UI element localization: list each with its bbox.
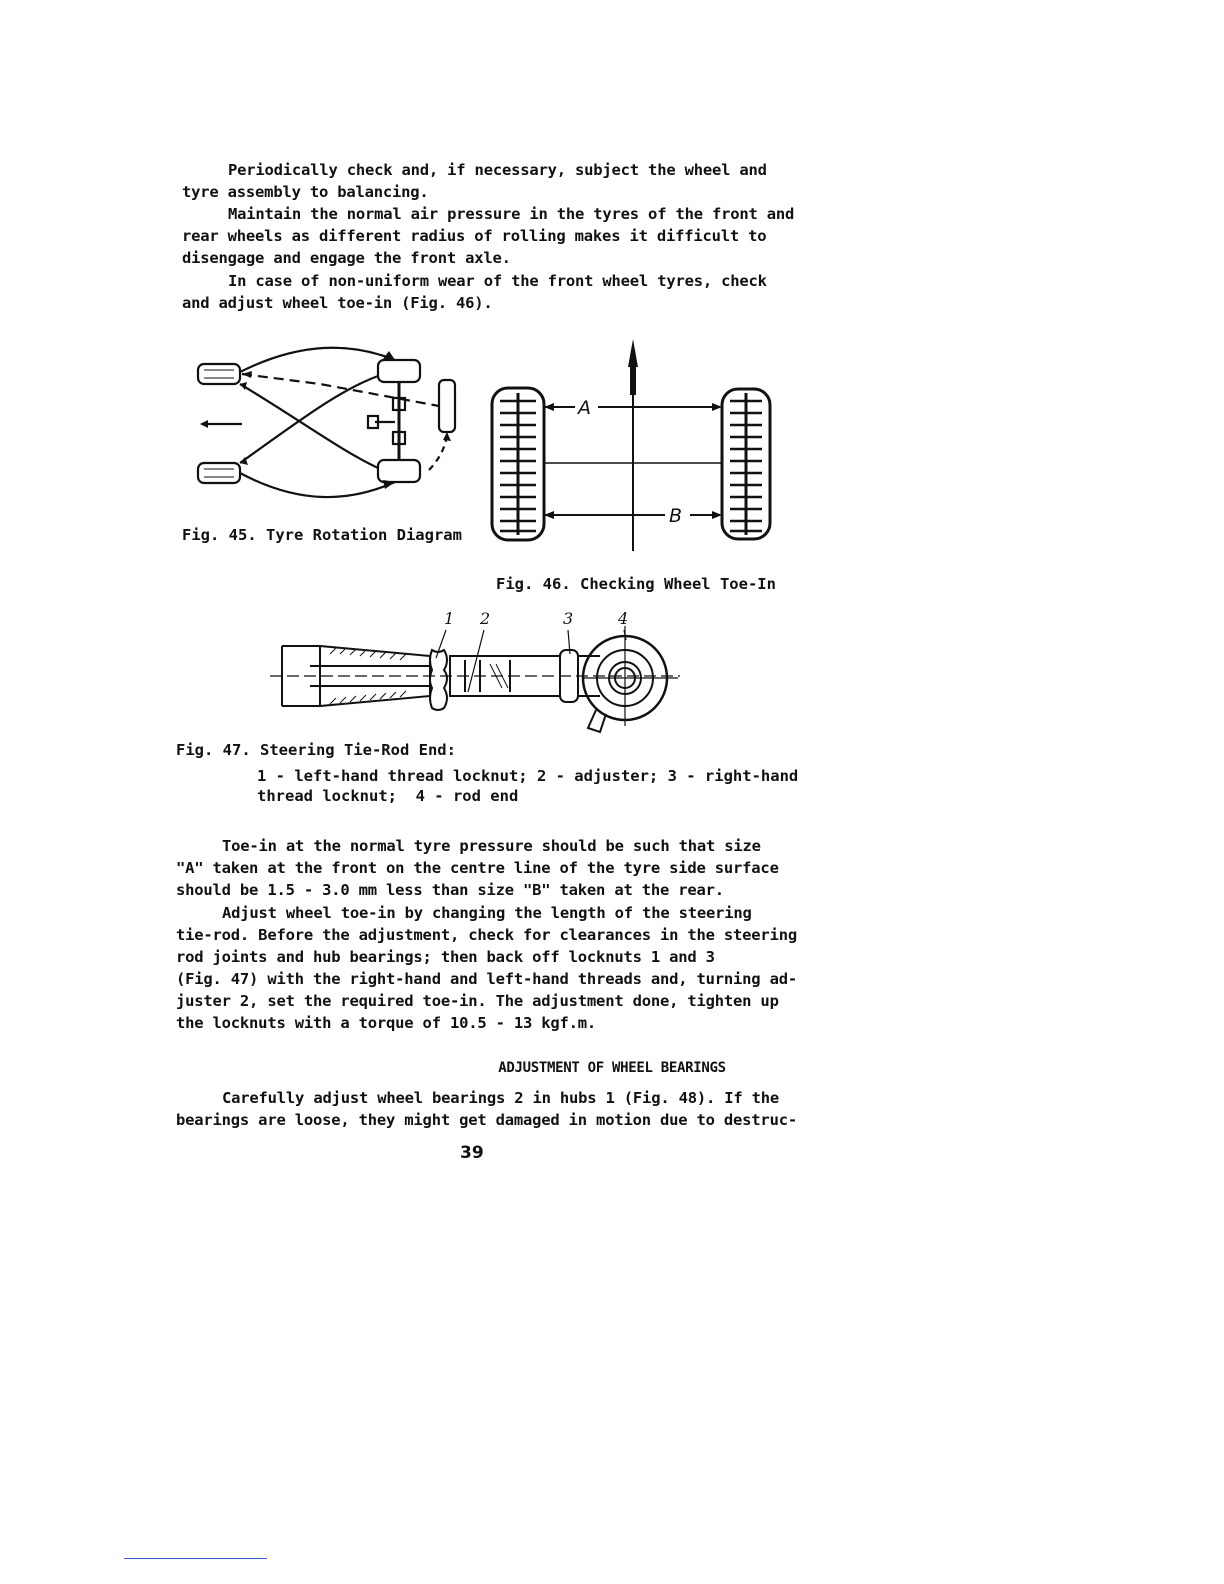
text-line: rear wheels as different radius of rolling makes it difficult to [182, 227, 767, 245]
fig47-caption: Fig. 47. Steering Tie-Rod End: [176, 741, 456, 759]
travel-direction-arrow [628, 339, 638, 367]
dimension-a-label: A [578, 397, 591, 419]
text-line: Maintain the normal air pressure in the tyres of the front and [228, 205, 795, 223]
text-line: Adjust wheel toe-in by changing the length of the steering [222, 904, 752, 922]
section-heading: ADJUSTMENT OF WHEEL BEARINGS [498, 1060, 726, 1076]
text-line: juster 2, set the required toe-in. The adjustment done, tighten up [176, 992, 779, 1010]
fig45-tyre-rotation-diagram [190, 340, 470, 520]
left-hand-locknut [430, 650, 447, 710]
text-line: In case of non-uniform wear of the front wheel tyres, check [228, 272, 767, 290]
front-right-tyre [378, 360, 420, 382]
fig46-caption: Fig. 46. Checking Wheel Toe-In [496, 575, 776, 593]
text-line: bearings are loose, they might get damaged in motion due to destruc- [176, 1111, 797, 1129]
rear-left-tyre [198, 463, 240, 483]
text-line: Carefully adjust wheel bearings 2 in hubs 1 (Fig. 48). If the [222, 1089, 780, 1107]
spare-tyre [439, 380, 455, 432]
dimension-b-label: B [669, 505, 683, 527]
text-line: disengage and engage the front axle. [182, 249, 511, 267]
callout-2: 2 [480, 609, 491, 628]
text-line: the locknuts with a torque of 10.5 - 13 kgf.m. [176, 1014, 597, 1032]
text-line: rod joints and hub bearings; then back off locknuts 1 and 3 [176, 948, 715, 966]
fig46-toe-in-diagram [480, 335, 780, 557]
text-line: Toe-in at the normal tyre pressure should be such that size [222, 837, 761, 855]
callout-4: 4 [618, 609, 629, 628]
front-left-tyre [198, 364, 240, 384]
fig47-legend-line: thread locknut; 4 - rod end [257, 787, 519, 805]
page-number: 39 [460, 1143, 484, 1163]
text-line: tie-rod. Before the adjustment, check for clearances in the steering [176, 926, 797, 944]
fig45-caption: Fig. 45. Tyre Rotation Diagram [182, 526, 462, 544]
fig47-legend-line: 1 - left-hand thread locknut; 2 - adjuster; 3 - right-hand [257, 767, 799, 785]
text-line: and adjust wheel toe-in (Fig. 46). [182, 294, 493, 312]
text-line: Periodically check and, if necessary, subject the wheel and [228, 161, 767, 179]
text-line: tyre assembly to balancing. [182, 183, 429, 201]
text-line: should be 1.5 - 3.0 mm less than size "B" taken at the rear. [176, 881, 724, 899]
fig47-tie-rod-end-diagram [270, 606, 690, 738]
rear-right-tyre [378, 460, 420, 482]
callout-1: 1 [444, 609, 455, 628]
footer-rule [124, 1558, 267, 1559]
text-line: (Fig. 47) with the right-hand and left-hand threads and, turning ad- [176, 970, 797, 988]
callout-3: 3 [563, 609, 574, 628]
text-line: "A" taken at the front on the centre line of the tyre side surface [176, 859, 779, 877]
